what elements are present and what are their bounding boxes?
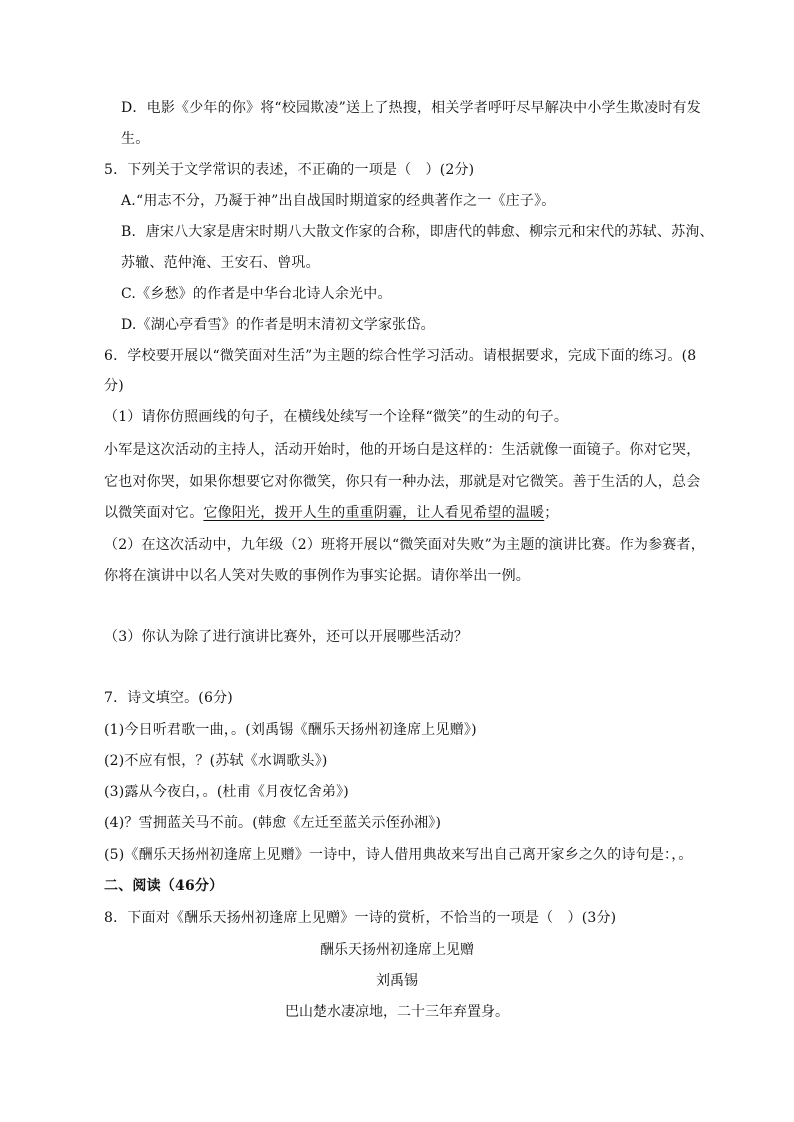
q4-option-d-line2: 生。 (121, 131, 150, 147)
q5-stem: 5．下列关于文学常识的表述，不正确的一项是（ ）(2分) (104, 162, 475, 178)
q7-item5: (5)《酬乐天扬州初逢席上见赠》一诗中，诗人借用典故来写出自己离开家乡之久的诗句是：，。 (104, 847, 693, 863)
q6-part1-text-line3 (104, 503, 558, 523)
q6-part2-line1: （2）在这次活动中，九年级（2）班将开展以“微笑面对失败”为主题的演讲比赛。作为参赛者， (104, 537, 705, 553)
poem-title: 酬乐天扬州初逢席上见赠 (320, 942, 474, 958)
q5-option-b-line1: B．唐宋八大家是唐宋时期八大散文作家的合称，即唐代的韩愈、柳宗元和宋代的苏轼、苏洵、 (121, 224, 714, 240)
q7-item1: (1)今日听君歌一曲，。(刘禹锡《酬乐天扬州初逢席上见赠》) (104, 722, 477, 738)
q7-item2: (2)不应有恨，？(苏轼《水调歌头》) (104, 753, 328, 769)
q6-underlined-sentence: 它像阳光，拨开人生的重重阴霾，让人看见希望的温暖 (203, 505, 545, 521)
q6-part1-text-end: ； (544, 505, 559, 521)
q6-part1-text-line2: 它也对你哭，如果你想要它对你微笑，你只有一种办法，那就是对它微笑。善于生活的人，总会 (104, 474, 701, 490)
q6-stem-line2: 分) (104, 378, 124, 394)
q6-part1-text-line1: 小军是这次活动的主持人，活动开始时，他的开场白是这样的：生活就像一面镜子。你对它哭， (104, 442, 701, 458)
q7-stem: 7．诗文填空。(6分) (104, 690, 233, 706)
q6-part1-prompt: （1）请你仿照画线的句子，在横线处续写一个诠释“微笑”的生动的句子。 (104, 409, 569, 425)
poem-line-1: 巴山楚水凄凉地，二十三年弃置身。 (285, 1004, 509, 1020)
q6-part3: （3）你认为除了进行演讲比赛外，还可以开展哪些活动？ (104, 629, 469, 645)
q5-option-b-line2: 苏辙、范仲淹、王安石、曾巩。 (121, 255, 320, 271)
q5-option-c: C.《乡愁》的作者是中华台北诗人余光中。 (121, 286, 392, 302)
q7-item3: (3)露从今夜白，。(杜甫《月夜忆舍弟》) (104, 784, 349, 800)
q7-item4: (4)？雪拥蓝关马不前。(韩愈《左迁至蓝关示侄孙湘》) (104, 815, 442, 831)
q5-option-d: D.《湖心亭看雪》的作者是明末清初文学家张岱。 (121, 317, 435, 333)
q8-stem: 8．下面对《酬乐天扬州初逢席上见赠》一诗的赏析，不恰当的一项是（ ）(3分) (104, 910, 617, 926)
q6-stem-line1: 6．学校要开展以“微笑面对生活”为主题的综合性学习活动。请根据要求，完成下面的练习。(8 (104, 348, 697, 364)
q5-option-a: A.“用志不分，乃凝于神”出自战国时期道家的经典著作之一《庄子》。 (121, 193, 556, 209)
q4-option-d-line1: D．电影《少年的你》将“校园欺凌”送上了热搜，相关学者呼吁尽早解决中小学生欺凌时有发 (121, 100, 701, 116)
poem-author: 刘禹锡 (376, 973, 418, 989)
q6-part1-text-plain: 以微笑面对它。 (104, 505, 204, 521)
section-reading-heading: 二、阅读（46分） (104, 878, 224, 894)
q6-part2-line2: 你将在演讲中以名人笑对失败的事例作为事实论据。请你举出一例。 (104, 568, 530, 584)
